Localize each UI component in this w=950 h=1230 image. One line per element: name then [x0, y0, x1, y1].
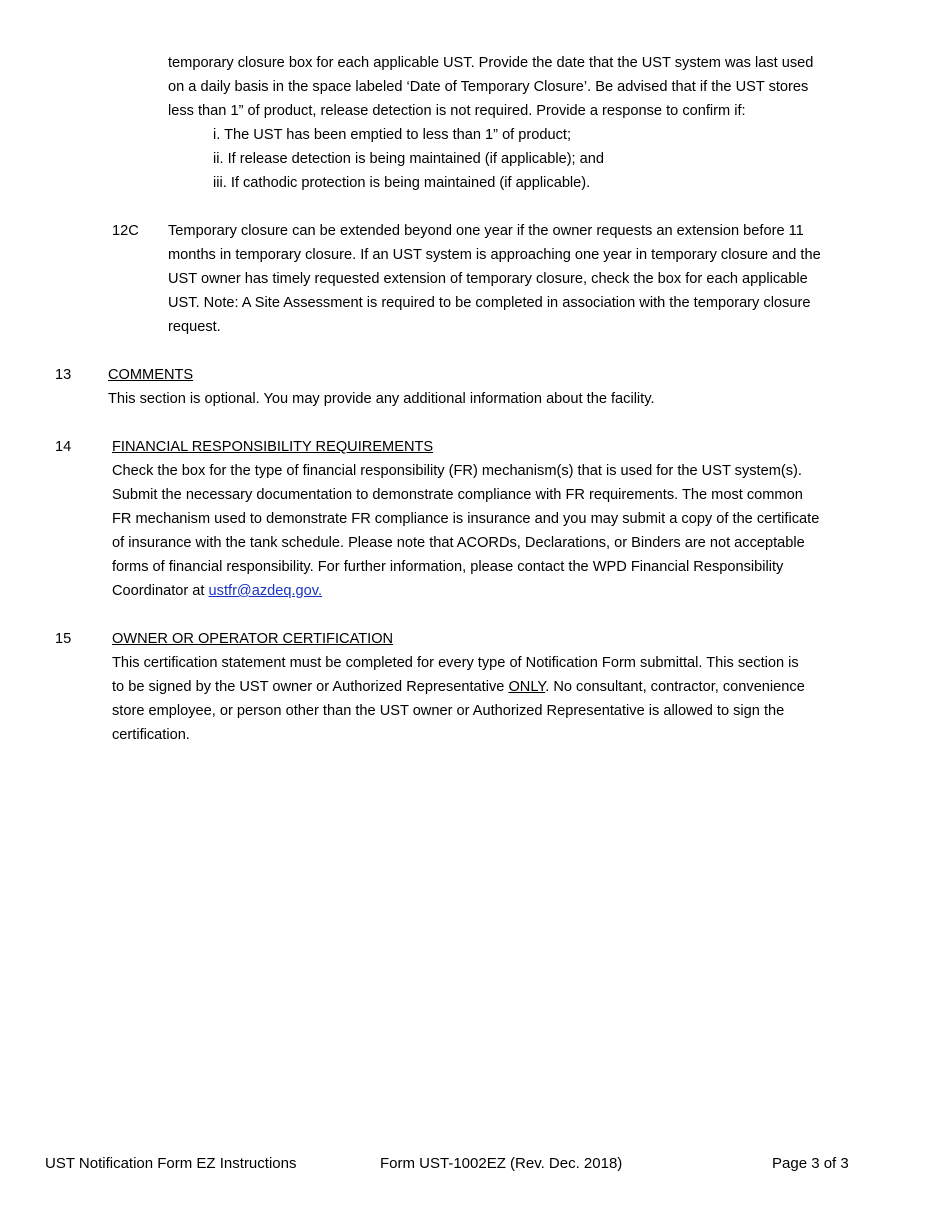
paragraph-line: of insurance with the tank schedule. Please note that ACORDs, Declarations, or Binders are not acceptable	[112, 535, 805, 551]
section-heading: OWNER OR OPERATOR CERTIFICATION	[112, 631, 394, 647]
paragraph-line: on a daily basis in the space labeled ‘Date of Temporary Closure’. Be advised that if the UST stores	[168, 79, 809, 95]
paragraph-line	[112, 579, 322, 603]
footer-center: Form UST-1002EZ (Rev. Dec. 2018)	[380, 1155, 623, 1172]
paragraph-line: forms of financial responsibility. For further information, please contact the WPD Financial Responsibility	[112, 559, 784, 575]
section-heading: FINANCIAL RESPONSIBILITY REQUIREMENTS	[112, 439, 434, 455]
paragraph-line: This certification statement must be completed for every type of Notification Form submittal. This section is	[112, 655, 799, 671]
paragraph-text: to be signed by the UST owner or Authorized Representative	[112, 679, 509, 695]
footer-left: UST Notification Form EZ Instructions	[45, 1155, 297, 1172]
paragraph-line: Temporary closure can be extended beyond one year if the owner requests an extension before 11	[168, 223, 804, 239]
paragraph-line: store employee, or person other than the UST owner or Authorized Representative is allowed to sign the	[112, 703, 785, 719]
emphasis-only: ONLY	[508, 679, 546, 695]
paragraph-text: . No consultant, contractor, convenience	[545, 679, 805, 695]
section-number: 13	[55, 367, 72, 383]
paragraph-text: Coordinator at	[112, 583, 209, 599]
paragraph-line: Check the box for the type of financial responsibility (FR) mechanism(s) that is used for the UST system(s).	[112, 463, 802, 479]
paragraph-line: certification.	[112, 727, 190, 743]
section-heading: COMMENTS	[108, 367, 194, 383]
paragraph-line: temporary closure box for each applicable UST. Provide the date that the UST system was last used	[168, 55, 814, 71]
paragraph-line: UST. Note: A Site Assessment is required to be completed in association with the temporary closure	[168, 295, 811, 311]
section-number: 15	[55, 631, 72, 647]
email-link[interactable]: ustfr@azdeq.gov.	[208, 583, 323, 599]
paragraph-line: FR mechanism used to demonstrate FR compliance is insurance and you may submit a copy of the certificate	[112, 511, 820, 527]
paragraph-line: less than 1” of product, release detection is not required. Provide a response to confirm if:	[168, 103, 746, 119]
list-item: i. The UST has been emptied to less than 1” of product;	[213, 127, 572, 143]
paragraph-line: months in temporary closure. If an UST system is approaching one year in temporary closure and the	[168, 247, 821, 263]
paragraph-line	[112, 675, 805, 699]
list-item: ii. If release detection is being maintained (if applicable); and	[213, 151, 605, 167]
paragraph-line: UST owner has timely requested extension of temporary closure, check the box for each applicable	[168, 271, 808, 287]
paragraph-line: Submit the necessary documentation to demonstrate compliance with FR requirements. The most common	[112, 487, 803, 503]
section-number: 14	[55, 439, 72, 455]
paragraph-line: request.	[168, 319, 221, 335]
paragraph-line: This section is optional. You may provide any additional information about the facility.	[108, 391, 655, 407]
list-item: iii. If cathodic protection is being maintained (if applicable).	[213, 175, 591, 191]
footer-page-number: Page 3 of 3	[772, 1155, 849, 1172]
item-number: 12C	[112, 223, 139, 239]
